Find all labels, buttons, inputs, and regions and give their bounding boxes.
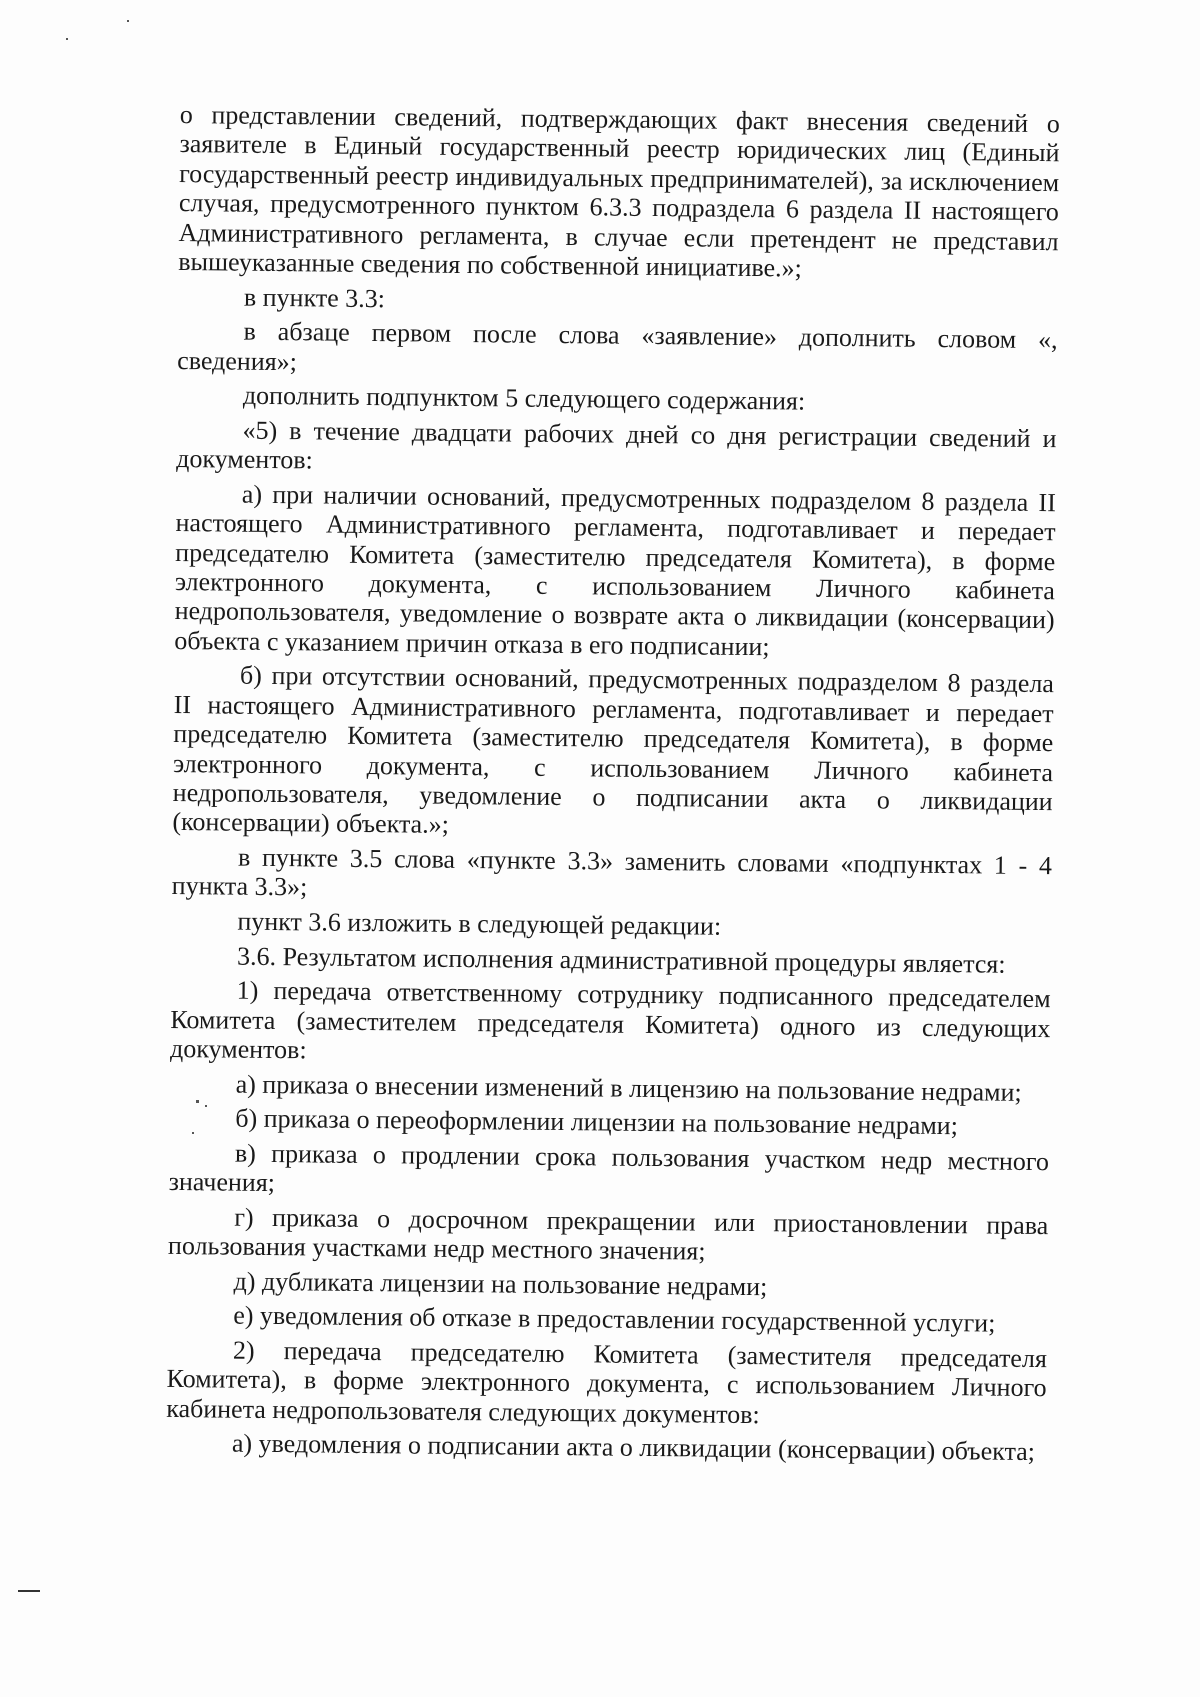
scan-dash-mark bbox=[18, 1590, 40, 1592]
paragraph: о представлении сведений, подтверждающих факт внесения сведений о заявителе в Единый государственный реестр юридических лиц (Единый государственный реестр индивидуальных предпринимателей), за исключением случая, предусмотренного пунктом 6.3.3 подраздела 6 раздела II настоящего Административного регламента, в случае если претендент не представил вышеуказанные сведения по собственной инициативе.»; bbox=[178, 100, 1060, 283]
paragraph: а) уведомления о подписании акта о ликвидации (консервации) объекта; bbox=[231, 1429, 1036, 1467]
document-body bbox=[166, 100, 1060, 1472]
paragraph: «5) в течение двадцати рабочих дней со дня регистрации сведений и документов: bbox=[176, 415, 1057, 475]
paragraph: б) при отсутствии оснований, предусмотренных подразделом 8 раздела II настоящего Административного регламента, подготавливает и передает председателю Комитета (заместителю председателя Комитета), в форме электронного документа, с использованием Личного кабинета недропользователя, уведомление о подписании акта о ликвидации (консервации) объекта.»; bbox=[172, 661, 1055, 840]
paragraph: б) приказа о переоформлении лицензии на пользование недрами; bbox=[235, 1103, 959, 1141]
paragraph: 1) передача ответственному сотруднику подписанного председателем Комитета (заместителем председателя Комитета) одного из следующих документов: bbox=[169, 975, 1051, 1065]
paragraph: в абзаце первом после слова «заявление» дополнить словом «, сведения»; bbox=[177, 316, 1058, 376]
paragraph: 2) передача председателю Комитета (заместителя председателя Комитета), в форме электронного документа, с использованием Личного кабинета недропользователя следующих документов: bbox=[166, 1335, 1048, 1429]
paragraph: д) дубликата лицензии на пользование недрами; bbox=[233, 1266, 768, 1302]
paragraph: е) уведомления об отказе в предоставлении государственной услуги; bbox=[233, 1301, 996, 1339]
paragraph: а) приказа о внесении изменений в лицензию на пользование недрами; bbox=[235, 1069, 1022, 1107]
scan-speck bbox=[127, 20, 129, 22]
paragraph: в) приказа о продлении срока пользования участком недр местного значения; bbox=[168, 1138, 1050, 1198]
paragraph: в пункте 3.5 слова «пункте 3.3» заменить словами «подпунктах 1 - 4 пункта 3.3»; bbox=[171, 842, 1053, 902]
paragraph: 3.6. Результатом исполнения административной процедуры является: bbox=[236, 941, 1006, 979]
paragraph: а) при наличии оснований, предусмотренных подразделом 8 раздела II настоящего Административного регламента, подготавливает и передает председателю Комитета (заместителю председателя Комитета), в форме электронного документа, с использованием Личного кабинета недропользователя, уведомление о возврате акта о ликвидации (консервации) объекта с указанием причин отказа в его подписании; bbox=[174, 479, 1056, 662]
paragraph: г) приказа о досрочном прекращении или приостановлении права пользования участками недр местного значения; bbox=[167, 1202, 1049, 1266]
paragraph: в пункте 3.3: bbox=[243, 282, 386, 313]
paragraph: дополнить подпунктом 5 следующего содержания: bbox=[242, 380, 806, 416]
paragraph: пункт 3.6 изложить в следующей редакции: bbox=[237, 906, 722, 941]
scan-speck bbox=[66, 38, 68, 40]
